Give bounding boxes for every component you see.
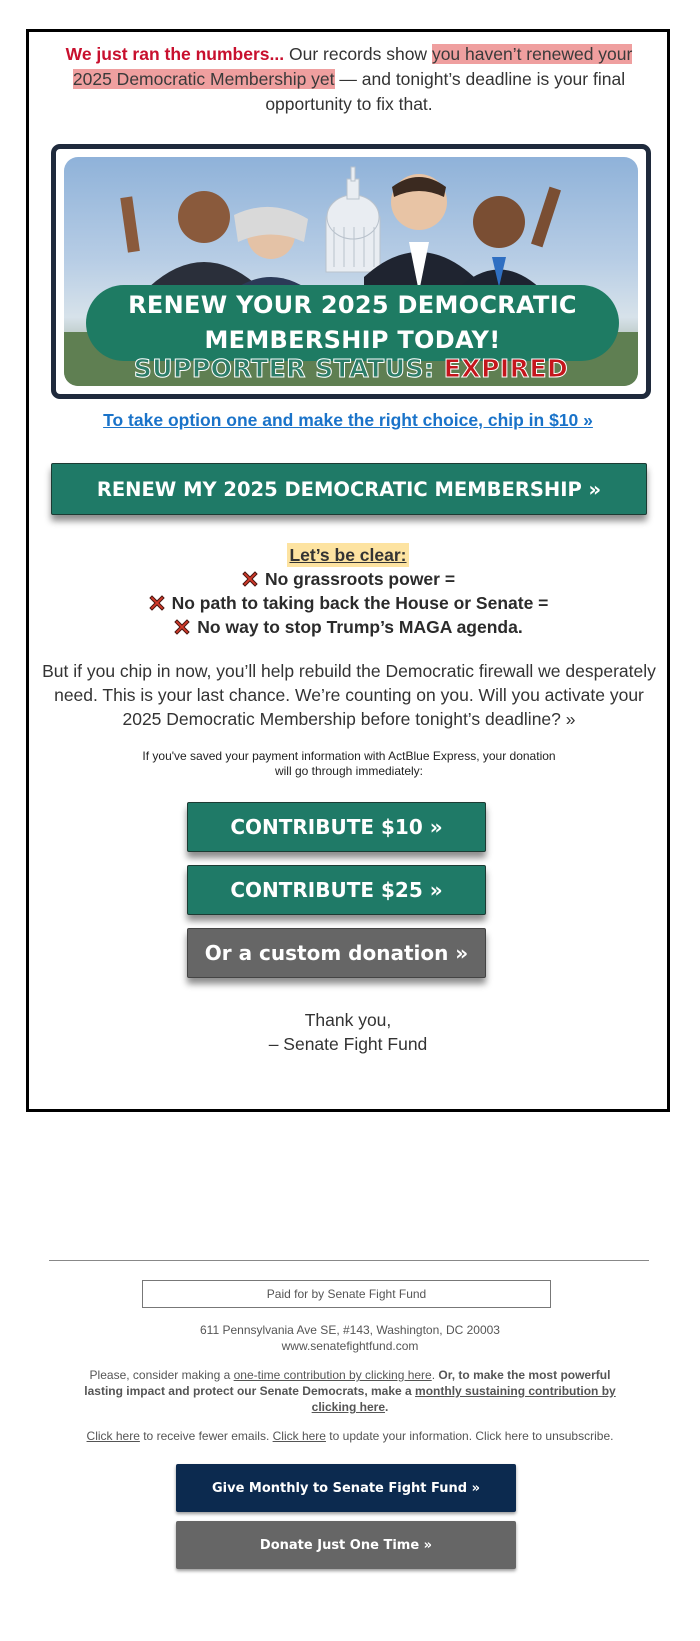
clear-item: No way to stop Trump’s MAGA agenda.: [173, 617, 522, 637]
chip-in-10-link[interactable]: To take option one and make the right choice, chip in $10 »: [103, 410, 593, 430]
footer-website[interactable]: www.senatefightfund.com: [281, 1339, 419, 1353]
appeal-paragraph: But if you chip in now, you’ll help rebuild the Democratic firewall we desperately need. This is your last chance. We’re counting on you. Will you activate your 2025 Democratic Membership before tonight’s deadline? »: [42, 661, 656, 729]
supporter-status: [64, 354, 638, 383]
clear-item: No grassroots power =: [241, 569, 455, 589]
fewer-emails-link[interactable]: Click here: [86, 1429, 140, 1443]
custom-donation-button[interactable]: Or a custom donation »: [187, 928, 486, 978]
thanks-text: Thank you,: [304, 1010, 392, 1030]
sender-name: – Senate Fight Fund: [268, 1034, 428, 1054]
red-x-icon: [173, 618, 191, 636]
intro-text-1: Our records show: [284, 44, 432, 64]
hero-headline-pill: [86, 285, 619, 361]
capitol-dome-shape: [326, 167, 380, 272]
paid-for-disclaimer: Paid for by Senate Fight Fund: [142, 1280, 551, 1308]
contribute-25-button[interactable]: CONTRIBUTE $25 »: [187, 865, 486, 915]
email-body: [26, 29, 670, 1112]
actblue-express-note: If you've saved your payment information with ActBlue Express, your donation will go through immediately:: [142, 749, 556, 778]
footer-divider: [49, 1260, 649, 1261]
update-info-link[interactable]: Click here: [272, 1429, 326, 1443]
hero-image[interactable]: [64, 157, 638, 386]
red-x-icon: [148, 594, 166, 612]
give-monthly-button[interactable]: Give Monthly to Senate Fight Fund »: [176, 1464, 516, 1512]
donate-one-time-button[interactable]: Donate Just One Time »: [176, 1521, 516, 1569]
hero-headline-line2: MEMBERSHIP TODAY!: [204, 326, 501, 354]
monthly-contribution-link[interactable]: monthly sustaining contribution by clicking here: [311, 1384, 616, 1414]
red-x-icon: [241, 570, 259, 588]
one-time-contribution-link[interactable]: one-time contribution by clicking here: [233, 1368, 432, 1382]
intro-lead: We just ran the numbers...: [65, 44, 285, 64]
hero-banner[interactable]: [51, 144, 651, 399]
lets-be-clear-block: [29, 543, 667, 639]
signoff: [29, 1008, 667, 1056]
contribute-10-button[interactable]: CONTRIBUTE $10 »: [187, 802, 486, 852]
clear-item: No path to taking back the House or Senate =: [148, 593, 549, 613]
intro-paragraph: [49, 42, 649, 117]
footer-email-prefs: Click here to receive fewer emails. Click here to update your information. Click here to unsubscribe.: [86, 1429, 614, 1443]
status-value: EXPIRED: [443, 354, 569, 383]
footer-address: 611 Pennsylvania Ave SE, #143, Washington, DC 20003 www.senatefightfund.com: [200, 1323, 500, 1353]
intro-highlight: you haven’t renewed your 2025 Democratic Membership yet: [72, 44, 633, 89]
hero-headline-line1: RENEW YOUR 2025 DEMOCRATIC: [128, 291, 577, 319]
intro-text-2: — and tonight’s deadline is your final opportunity to fix that.: [265, 69, 626, 114]
lets-be-clear-title: Let’s be clear:: [289, 545, 407, 565]
renew-membership-button[interactable]: RENEW MY 2025 DEMOCRATIC MEMBERSHIP »: [51, 463, 647, 515]
status-label: SUPPORTER STATUS:: [133, 354, 435, 383]
footer-consider-text: Please, consider making a one-time contribution by clicking here. Or, to make the most powerful lasting impact and protect our Senate Democrats, make a monthly sustaining contribution by clicking here.: [84, 1368, 616, 1414]
